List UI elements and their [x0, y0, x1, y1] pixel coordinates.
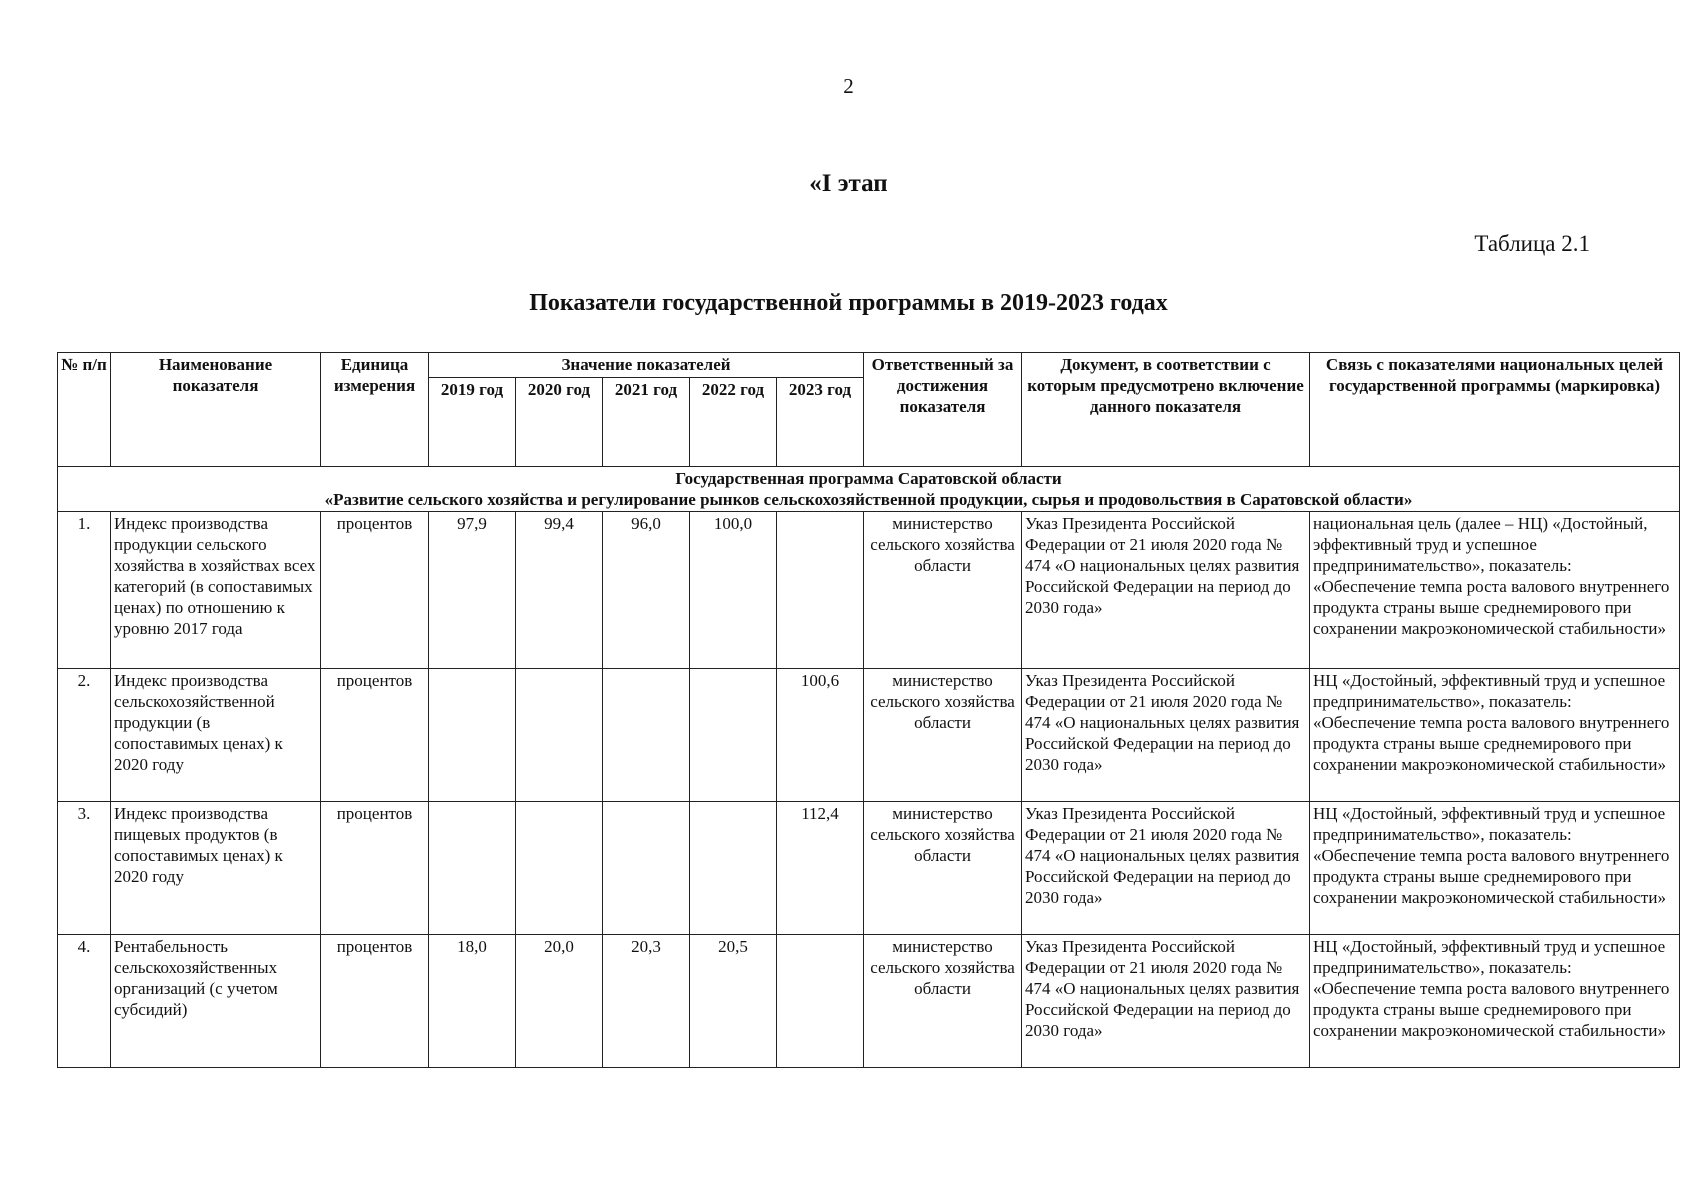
value-2020: 99,4 — [516, 512, 603, 669]
link-cell: НЦ «Достойный, эффективный труд и успешное предпринимательство», показатель: «Обеспечение темпа роста валового внутреннего продукта страны выше среднемирового при сохранении макроэкономической стабильности» — [1310, 669, 1680, 802]
link-cell: национальная цель (далее – НЦ) «Достойный, эффективный труд и успешное предпринимательство», показатель: «Обеспечение темпа роста валового внутреннего продукта страны выше среднемирового при сохранении макроэкономической стабильности» — [1310, 512, 1680, 669]
header-values: Значение показателей — [429, 353, 864, 378]
value-2021 — [603, 669, 690, 802]
value-2022 — [690, 669, 777, 802]
value-2023: 112,4 — [777, 802, 864, 935]
value-2019 — [429, 669, 516, 802]
value-2020: 20,0 — [516, 935, 603, 1068]
value-2023 — [777, 935, 864, 1068]
responsible-cell: министерство сельского хозяйства области — [864, 802, 1022, 935]
responsible-cell: министерство сельского хозяйства области — [864, 512, 1022, 669]
unit-cell: процентов — [321, 669, 429, 802]
value-2020 — [516, 669, 603, 802]
value-2019: 97,9 — [429, 512, 516, 669]
header-document: Документ, в соответствии с которым предусмотрено включение данного показателя — [1022, 353, 1310, 467]
row-num: 2. — [58, 669, 111, 802]
header-year: 2022 год — [690, 378, 777, 467]
program-title-cell — [58, 467, 1680, 512]
document-cell: Указ Президента Российской Федерации от 21 июля 2020 года № 474 «О национальных целях развития Российской Федерации на период до 2030 года» — [1022, 669, 1310, 802]
document-cell: Указ Президента Российской Федерации от 21 июля 2020 года № 474 «О национальных целях развития Российской Федерации на период до 2030 года» — [1022, 802, 1310, 935]
row-num: 3. — [58, 802, 111, 935]
header-year: 2023 год — [777, 378, 864, 467]
value-2021 — [603, 802, 690, 935]
indicators-table — [57, 352, 1680, 1068]
document-cell: Указ Президента Российской Федерации от 21 июля 2020 года № 474 «О национальных целях развития Российской Федерации на период до 2030 года» — [1022, 512, 1310, 669]
document-cell: Указ Президента Российской Федерации от 21 июля 2020 года № 474 «О национальных целях развития Российской Федерации на период до 2030 года» — [1022, 935, 1310, 1068]
indicator-name: Рентабельность сельскохозяйственных организаций (с учетом субсидий) — [111, 935, 321, 1068]
value-2021: 96,0 — [603, 512, 690, 669]
header-responsible: Ответственный за достижения показателя — [864, 353, 1022, 467]
header-year: 2019 год — [429, 378, 516, 467]
indicator-name: Индекс производства пищевых продуктов (в сопоставимых ценах) к 2020 году — [111, 802, 321, 935]
document-title: Показатели государственной программы в 2019-2023 годах — [529, 290, 1168, 316]
table-row — [58, 802, 1680, 935]
program-title-line2: «Развитие сельского хозяйства и регулирование рынков сельскохозяйственной продукции, сырья и продовольствия в Саратовской области» — [324, 490, 1413, 509]
responsible-cell: министерство сельского хозяйства области — [864, 935, 1022, 1068]
responsible-cell: министерство сельского хозяйства области — [864, 669, 1022, 802]
indicator-name: Индекс производства сельскохозяйственной продукции (в сопоставимых ценах) к 2020 году — [111, 669, 321, 802]
header-year: 2021 год — [603, 378, 690, 467]
value-2021: 20,3 — [603, 935, 690, 1068]
value-2022: 20,5 — [690, 935, 777, 1068]
program-title-line1: Государственная программа Саратовской области — [675, 469, 1062, 488]
header-name: Наименование показателя — [111, 353, 321, 467]
value-2022: 100,0 — [690, 512, 777, 669]
program-row — [58, 467, 1680, 512]
row-num: 1. — [58, 512, 111, 669]
header-num: № п/п — [58, 353, 111, 467]
value-2019 — [429, 802, 516, 935]
header-year: 2020 год — [516, 378, 603, 467]
value-2020 — [516, 802, 603, 935]
value-2022 — [690, 802, 777, 935]
page-number: 2 — [843, 74, 854, 98]
table-row — [58, 512, 1680, 669]
row-num: 4. — [58, 935, 111, 1068]
unit-cell: процентов — [321, 935, 429, 1068]
value-2023 — [777, 512, 864, 669]
unit-cell: процентов — [321, 802, 429, 935]
link-cell: НЦ «Достойный, эффективный труд и успешное предпринимательство», показатель: «Обеспечение темпа роста валового внутреннего продукта страны выше среднемирового при сохранении макроэкономической стабильности» — [1310, 935, 1680, 1068]
header-unit: Единица измерения — [321, 353, 429, 467]
stage-title: «I этап — [809, 170, 888, 197]
table-label: Таблица 2.1 — [1474, 231, 1590, 256]
header-row — [58, 353, 1680, 378]
link-cell: НЦ «Достойный, эффективный труд и успешное предпринимательство», показатель: «Обеспечение темпа роста валового внутреннего продукта страны выше среднемирового при сохранении макроэкономической стабильности» — [1310, 802, 1680, 935]
value-2019: 18,0 — [429, 935, 516, 1068]
table-row — [58, 669, 1680, 802]
table-row — [58, 935, 1680, 1068]
indicator-name: Индекс производства продукции сельского хозяйства в хозяйствах всех категорий (в сопоставимых ценах) по отношению к уровню 2017 года — [111, 512, 321, 669]
unit-cell: процентов — [321, 512, 429, 669]
value-2023: 100,6 — [777, 669, 864, 802]
header-link: Связь с показателями национальных целей государственной программы (маркировка) — [1310, 353, 1680, 467]
